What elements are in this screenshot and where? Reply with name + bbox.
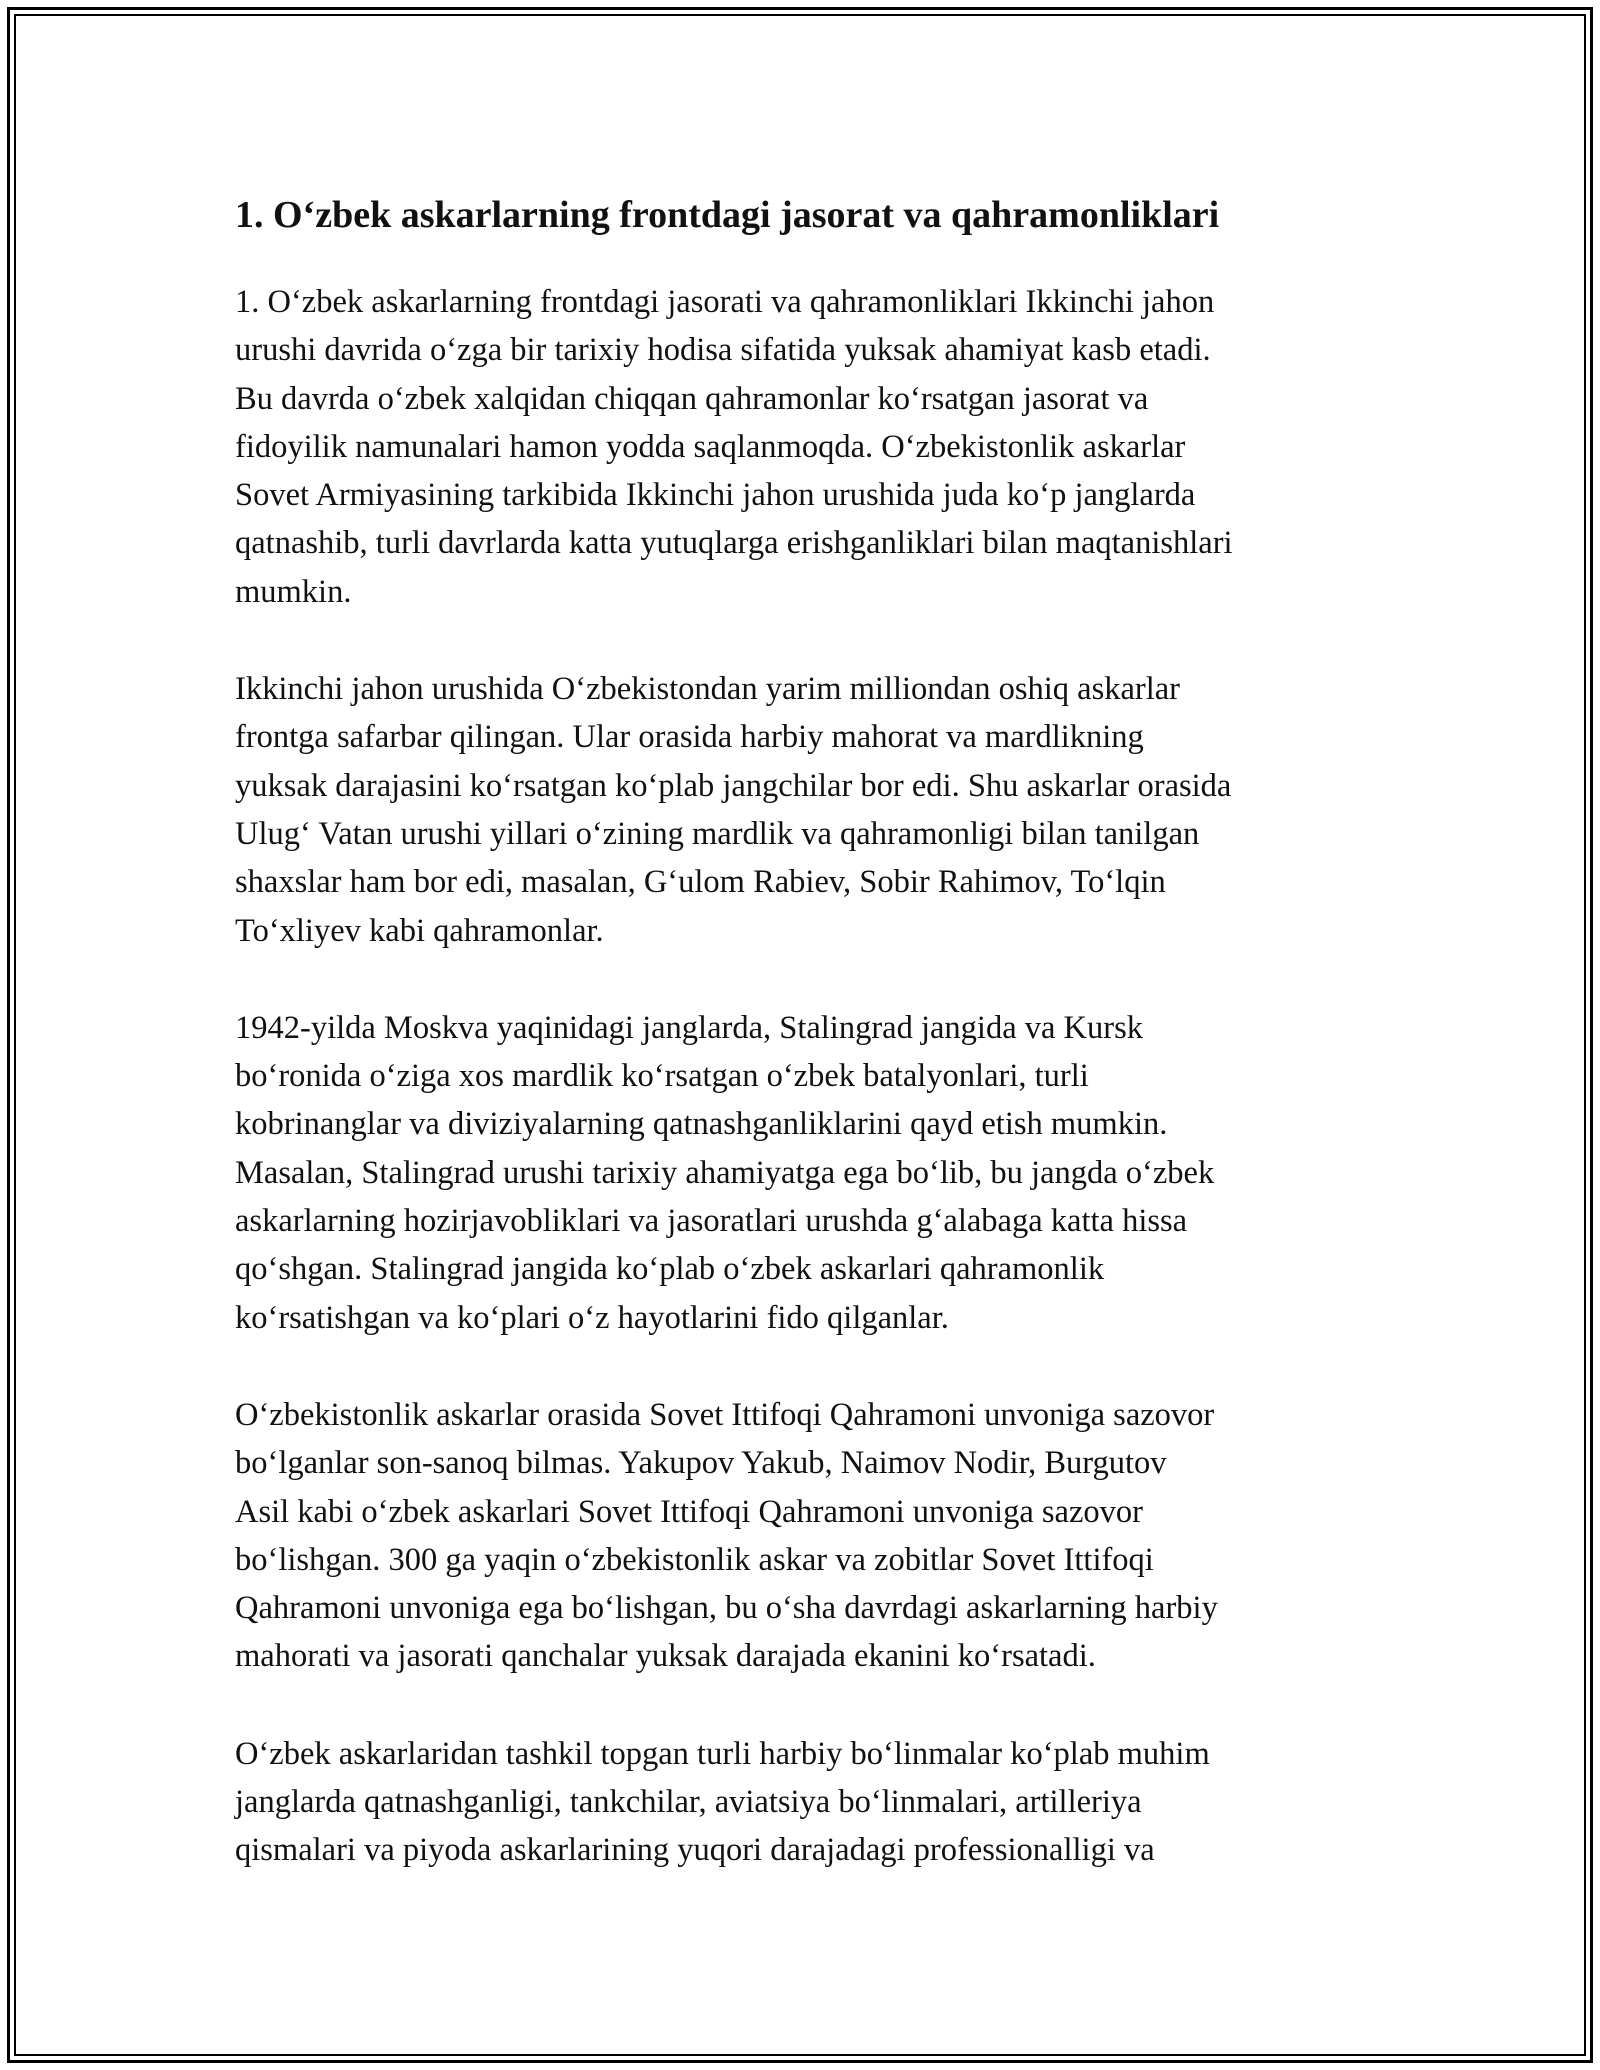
paragraph-4: O‘zbekistonlik askarlar orasida Sovet Ittifoqi Qahramoni unvoniga sazovor bo‘lganlar son-sanoq bilmas. Yakupov Yakub, Naimov Nodir, Burgutov Asil kabi o‘zbek askarlari Sovet Ittifoqi Qahramoni unvoniga sazovor bo‘lishgan. 300 ga yaqin o‘zbekistonlik askar va zobitlar Sovet Ittifoqi Qahramoni unvoniga ega bo‘lishgan, bu o‘sha davrdagi askarlarning harbiy mahorati va jasorati qanchalar yuksak darajada ekanini ko‘rsatadi. bbox=[235, 1396, 1218, 1675]
paragraph-1: 1. O‘zbek askarlarning frontdagi jasorati va qahramonliklari Ikkinchi jahon urushi davrida o‘zga bir tarixiy hodisa sifatida yuksak ahamiyat kasb etadi. Bu davrda o‘zbek xalqidan chiqqan qahramonlar ko‘rsatgan jasorat va fidoyilik namunalari hamon yodda saqlanmoqda. O‘zbekistonlik askarlar Sovet Armiyasining tarkibida Ikkinchi jahon urushida juda ko‘p janglarda qatnashib, turli davrlarda katta yutuqlarga erishganliklari bilan maqtanishlari mumkin. bbox=[235, 284, 1233, 610]
paragraph-2: Ikkinchi jahon urushida O‘zbekistondan yarim milliondan oshiq askarlar frontga safarbar qilingan. Ular orasida harbiy mahorat va mardlikning yuksak darajasini ko‘rsatgan ko‘plab jangchilar bor edi. Shu askarlar orasida Ulug‘ Vatan urushi yillari o‘zining mardlik va qahramonligi bilan tanilgan shaxslar ham bor edi, masalan, G‘ulom Rabiev, Sobir Rahimov, To‘lqin To‘xliyev kabi qahramonlar. bbox=[235, 671, 1232, 949]
section-heading: 1. O‘zbek askarlarning frontdagi jasorat va qahramonliklari bbox=[235, 194, 1220, 236]
paragraph-5: O‘zbek askarlaridan tashkil topgan turli harbiy bo‘linmalar ko‘plab muhim janglarda qatnashganligi, tankchilar, aviatsiya bo‘linmalari, artilleriya qismalari va piyoda askarlarining yuqori darajadagi professionalligi va bbox=[235, 1735, 1210, 1869]
paragraph-3: 1942-yilda Moskva yaqinidagi janglarda, Stalingrad jangida va Kursk bo‘ronida o‘ziga xos mardlik ko‘rsatgan o‘zbek batalyonlari, turli kobrinanglar va diviziyalarning qatnashganliklarini qayd etish mumkin. Masalan, Stalingrad urushi tarixiy ahamiyatga ega bo‘lib, bu jangda o‘zbek askarlarning hozirjavobliklari va jasoratlari urushda g‘alabaga katta hissa qo‘shgan. Stalingrad jangida ko‘plab o‘zbek askarlari qahramonlik ko‘rsatishgan va ko‘plari o‘z hayotlarini fido qilganlar. bbox=[235, 1009, 1215, 1336]
document-body bbox=[235, 180, 1370, 1924]
